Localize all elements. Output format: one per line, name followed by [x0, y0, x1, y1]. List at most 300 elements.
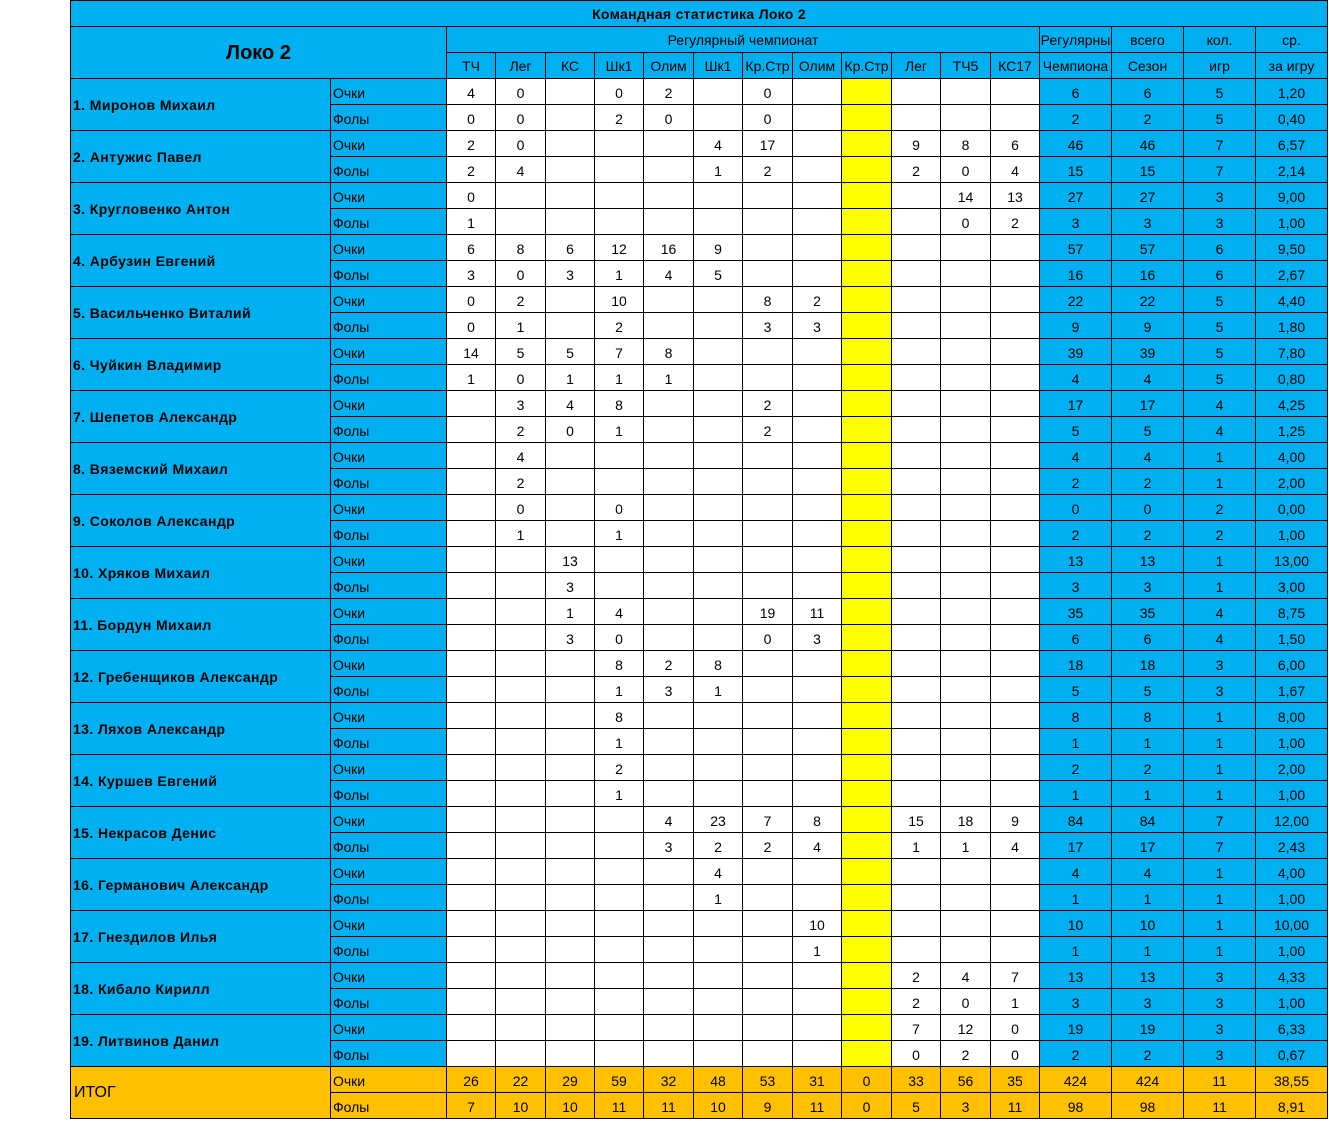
game-cell: 13: [546, 547, 595, 573]
summary-cell: 2: [1040, 105, 1112, 131]
summary-cell: 1: [1184, 573, 1256, 599]
total-game-cell: 22: [496, 1067, 546, 1093]
game-cell: 4: [644, 261, 694, 287]
summary-cell: 5: [1040, 417, 1112, 443]
game-cell: [892, 599, 941, 625]
player-name: 15. Некрасов Денис: [71, 807, 331, 859]
game-cell: [842, 495, 892, 521]
game-cell: [694, 703, 743, 729]
total-game-cell: 35: [991, 1067, 1040, 1093]
game-cell: 3: [793, 313, 842, 339]
total-game-cell: 32: [644, 1067, 694, 1093]
points-label: Очки: [331, 547, 447, 573]
points-label: Очки: [331, 339, 447, 365]
game-cell: [595, 183, 644, 209]
summary-cell: 9,50: [1256, 235, 1328, 261]
points-label: Очки: [331, 599, 447, 625]
game-cell: 8: [941, 131, 991, 157]
game-cell: [842, 469, 892, 495]
game-cell: [793, 755, 842, 781]
game-cell: [991, 729, 1040, 755]
summary-cell: 6: [1040, 79, 1112, 105]
game-cell: 9: [694, 235, 743, 261]
fouls-label: Фолы: [331, 573, 447, 599]
game-cell: [991, 287, 1040, 313]
summary-cell: 4: [1184, 599, 1256, 625]
game-cell: 0: [447, 313, 496, 339]
game-cell: [496, 1041, 546, 1067]
total-game-cell: 29: [546, 1067, 595, 1093]
game-cell: 0: [941, 989, 991, 1015]
summary-cell: 1: [1184, 729, 1256, 755]
game-cell: 8: [644, 339, 694, 365]
summary-cell: 5: [1184, 365, 1256, 391]
game-cell: [743, 469, 793, 495]
summary-cell: 1,00: [1256, 521, 1328, 547]
game-cell: [595, 443, 644, 469]
fouls-label: Фолы: [331, 625, 447, 651]
summary-cell: 1: [1184, 937, 1256, 963]
game-cell: 8: [743, 287, 793, 313]
game-cell: 2: [447, 131, 496, 157]
game-cell: [842, 703, 892, 729]
game-cell: [644, 1041, 694, 1067]
game-cell: [546, 79, 595, 105]
game-column-header: Олим: [644, 53, 694, 79]
fouls-label: Фолы: [331, 1041, 447, 1067]
game-cell: [496, 963, 546, 989]
game-cell: 2: [743, 391, 793, 417]
player-name: 7. Шепетов Александр: [71, 391, 331, 443]
game-cell: 4: [595, 599, 644, 625]
game-cell: [991, 651, 1040, 677]
summary-cell: 1: [1112, 937, 1184, 963]
game-cell: [941, 677, 991, 703]
game-cell: [496, 937, 546, 963]
game-cell: [447, 885, 496, 911]
game-cell: 1: [546, 365, 595, 391]
game-cell: [595, 1015, 644, 1041]
game-cell: [447, 729, 496, 755]
game-cell: 12: [941, 1015, 991, 1041]
game-cell: [644, 911, 694, 937]
game-cell: [892, 339, 941, 365]
summary-cell: 27: [1112, 183, 1184, 209]
game-cell: 2: [595, 105, 644, 131]
summary-cell: 0,40: [1256, 105, 1328, 131]
game-cell: [694, 339, 743, 365]
game-cell: [694, 313, 743, 339]
game-cell: [694, 209, 743, 235]
game-cell: 12: [595, 235, 644, 261]
summary-cell: 7: [1184, 157, 1256, 183]
points-label: Очки: [331, 391, 447, 417]
game-cell: [496, 885, 546, 911]
game-cell: [743, 183, 793, 209]
game-cell: [991, 625, 1040, 651]
game-column-header: Кр.Стр: [842, 53, 892, 79]
game-cell: [941, 469, 991, 495]
game-cell: [447, 781, 496, 807]
game-cell: [991, 469, 1040, 495]
game-cell: [743, 235, 793, 261]
game-cell: [743, 573, 793, 599]
player-name: 14. Куршев Евгений: [71, 755, 331, 807]
game-cell: 2: [892, 157, 941, 183]
summary-cell: 5: [1184, 313, 1256, 339]
game-cell: [793, 989, 842, 1015]
summary-cell: 6: [1184, 235, 1256, 261]
summary-cell: 4,33: [1256, 963, 1328, 989]
game-cell: [842, 547, 892, 573]
summary-cell: 2: [1184, 495, 1256, 521]
summary-cell: 8,00: [1256, 703, 1328, 729]
game-cell: 2: [595, 755, 644, 781]
game-cell: [496, 1015, 546, 1041]
summary-cell: 2: [1040, 521, 1112, 547]
game-cell: 1: [991, 989, 1040, 1015]
game-cell: [644, 521, 694, 547]
game-cell: 7: [892, 1015, 941, 1041]
game-cell: [546, 1041, 595, 1067]
summary-cell: 4,00: [1256, 859, 1328, 885]
summary-cell: 18: [1040, 651, 1112, 677]
game-cell: [644, 859, 694, 885]
game-cell: [694, 417, 743, 443]
game-cell: [842, 651, 892, 677]
summary-cell: 13: [1040, 547, 1112, 573]
game-cell: [842, 937, 892, 963]
summary-cell: 1,67: [1256, 677, 1328, 703]
game-cell: [447, 521, 496, 547]
game-cell: [447, 495, 496, 521]
total-game-cell: 11: [595, 1093, 644, 1119]
game-cell: 5: [694, 261, 743, 287]
summary-cell: 0: [1040, 495, 1112, 521]
summary-cell: 4: [1040, 365, 1112, 391]
game-cell: [892, 755, 941, 781]
total-game-cell: 0: [842, 1067, 892, 1093]
points-label: Очки: [331, 807, 447, 833]
game-cell: [546, 105, 595, 131]
game-cell: [694, 287, 743, 313]
total-summary-cell: 98: [1112, 1093, 1184, 1119]
game-cell: [941, 417, 991, 443]
summary-cell: 1,20: [1256, 79, 1328, 105]
summary-cell: 13: [1040, 963, 1112, 989]
game-cell: 1: [595, 261, 644, 287]
game-cell: [892, 209, 941, 235]
game-cell: [546, 807, 595, 833]
game-cell: [991, 547, 1040, 573]
game-cell: [743, 495, 793, 521]
game-cell: [496, 703, 546, 729]
summary-cell: 3: [1040, 573, 1112, 599]
game-cell: [496, 651, 546, 677]
game-cell: 2: [694, 833, 743, 859]
total-game-cell: 11: [991, 1093, 1040, 1119]
total-game-cell: 33: [892, 1067, 941, 1093]
summary-cell: 3: [1184, 989, 1256, 1015]
game-cell: [991, 79, 1040, 105]
game-cell: [941, 235, 991, 261]
summary-cell: 22: [1040, 287, 1112, 313]
game-cell: 2: [892, 963, 941, 989]
summary-cell: 3: [1112, 989, 1184, 1015]
summary-cell: 3,00: [1256, 573, 1328, 599]
fouls-label: Фолы: [331, 209, 447, 235]
game-column-header: КС17: [991, 53, 1040, 79]
game-cell: [991, 443, 1040, 469]
game-cell: [694, 1015, 743, 1041]
game-cell: [991, 365, 1040, 391]
game-cell: [892, 443, 941, 469]
game-cell: [644, 495, 694, 521]
game-cell: [694, 937, 743, 963]
game-cell: [793, 235, 842, 261]
game-cell: 0: [546, 417, 595, 443]
summary-cell: 57: [1040, 235, 1112, 261]
summary-cell: 1,00: [1256, 885, 1328, 911]
player-name: 1. Миронов Михаил: [71, 79, 331, 131]
total-game-cell: 56: [941, 1067, 991, 1093]
summary-cell: 10: [1112, 911, 1184, 937]
game-cell: 8: [694, 651, 743, 677]
summary-cell: 2,00: [1256, 469, 1328, 495]
summary-cell: 9,00: [1256, 183, 1328, 209]
game-cell: 1: [644, 365, 694, 391]
fouls-label: Фолы: [331, 157, 447, 183]
game-cell: [496, 807, 546, 833]
game-cell: [546, 495, 595, 521]
summary-cell: 1: [1040, 781, 1112, 807]
summary-cell: 84: [1112, 807, 1184, 833]
game-cell: [447, 755, 496, 781]
summary-cell: 18: [1112, 651, 1184, 677]
summary-cell: 19: [1040, 1015, 1112, 1041]
game-cell: [496, 859, 546, 885]
summary-cell: 1: [1184, 755, 1256, 781]
game-cell: [644, 781, 694, 807]
summary-cell: 4: [1112, 443, 1184, 469]
game-cell: 2: [496, 287, 546, 313]
game-cell: 5: [496, 339, 546, 365]
game-cell: 0: [496, 365, 546, 391]
game-cell: [496, 573, 546, 599]
summary-header-top: Регулярны: [1040, 27, 1112, 53]
summary-cell: 1: [1184, 859, 1256, 885]
summary-cell: 5: [1184, 79, 1256, 105]
game-cell: 2: [496, 417, 546, 443]
regular-championship-header: Регулярный чемпионат: [447, 27, 1040, 53]
game-cell: 4: [644, 807, 694, 833]
game-cell: [793, 261, 842, 287]
game-cell: 3: [793, 625, 842, 651]
total-game-cell: 3: [941, 1093, 991, 1119]
summary-cell: 1,00: [1256, 729, 1328, 755]
game-cell: [941, 729, 991, 755]
total-game-cell: 7: [447, 1093, 496, 1119]
game-cell: [694, 625, 743, 651]
game-cell: [644, 313, 694, 339]
game-cell: 7: [595, 339, 644, 365]
summary-cell: 3: [1184, 651, 1256, 677]
game-cell: [644, 443, 694, 469]
game-cell: [694, 755, 743, 781]
summary-cell: 12,00: [1256, 807, 1328, 833]
game-cell: [447, 547, 496, 573]
summary-cell: 2,67: [1256, 261, 1328, 287]
game-cell: [892, 521, 941, 547]
game-cell: 4: [496, 443, 546, 469]
game-cell: [793, 677, 842, 703]
summary-cell: 13,00: [1256, 547, 1328, 573]
game-cell: 4: [941, 963, 991, 989]
game-cell: [644, 157, 694, 183]
game-cell: [842, 287, 892, 313]
player-name: 6. Чуйкин Владимир: [71, 339, 331, 391]
summary-cell: 84: [1040, 807, 1112, 833]
summary-cell: 10,00: [1256, 911, 1328, 937]
game-cell: 0: [644, 105, 694, 131]
game-cell: [793, 1015, 842, 1041]
total-summary-cell: 11: [1184, 1067, 1256, 1093]
game-cell: [447, 859, 496, 885]
game-cell: [941, 651, 991, 677]
summary-cell: 3: [1184, 209, 1256, 235]
total-game-cell: 26: [447, 1067, 496, 1093]
summary-cell: 46: [1040, 131, 1112, 157]
game-cell: [595, 911, 644, 937]
game-cell: 6: [546, 235, 595, 261]
game-cell: [644, 573, 694, 599]
game-cell: 8: [496, 235, 546, 261]
game-cell: [546, 755, 595, 781]
game-cell: [892, 937, 941, 963]
summary-cell: 2: [1112, 1041, 1184, 1067]
total-points-label: Очки: [331, 1067, 447, 1093]
player-name: 8. Вяземский Михаил: [71, 443, 331, 495]
game-cell: [892, 287, 941, 313]
game-cell: [842, 521, 892, 547]
game-cell: [842, 729, 892, 755]
summary-cell: 17: [1112, 833, 1184, 859]
points-label: Очки: [331, 703, 447, 729]
game-cell: 2: [743, 417, 793, 443]
game-cell: 13: [991, 183, 1040, 209]
game-cell: [447, 625, 496, 651]
game-cell: [694, 911, 743, 937]
game-cell: 10: [595, 287, 644, 313]
player-name: 3. Кругловенко Антон: [71, 183, 331, 235]
total-game-cell: 31: [793, 1067, 842, 1093]
total-summary-cell: 11: [1184, 1093, 1256, 1119]
game-cell: [991, 781, 1040, 807]
game-cell: [546, 885, 595, 911]
game-cell: [595, 469, 644, 495]
game-cell: 4: [496, 157, 546, 183]
player-name: 18. Кибало Кирилл: [71, 963, 331, 1015]
game-cell: [842, 677, 892, 703]
game-cell: [892, 261, 941, 287]
game-column-header: Шк1: [694, 53, 743, 79]
game-cell: [595, 547, 644, 573]
game-cell: [892, 547, 941, 573]
game-cell: [941, 443, 991, 469]
summary-cell: 3: [1184, 677, 1256, 703]
summary-cell: 1: [1184, 547, 1256, 573]
summary-cell: 0,00: [1256, 495, 1328, 521]
game-cell: [941, 261, 991, 287]
game-cell: [743, 443, 793, 469]
total-summary-cell: 8,91: [1256, 1093, 1328, 1119]
game-cell: [793, 963, 842, 989]
summary-cell: 2: [1112, 469, 1184, 495]
game-cell: 3: [644, 833, 694, 859]
game-cell: [546, 781, 595, 807]
game-cell: [991, 677, 1040, 703]
game-cell: [447, 937, 496, 963]
summary-cell: 3: [1184, 183, 1256, 209]
game-cell: [694, 599, 743, 625]
game-cell: [546, 287, 595, 313]
points-label: Очки: [331, 859, 447, 885]
game-cell: [496, 755, 546, 781]
summary-cell: 1,80: [1256, 313, 1328, 339]
game-cell: [793, 547, 842, 573]
game-cell: 6: [991, 131, 1040, 157]
player-name: 19. Литвинов Данил: [71, 1015, 331, 1067]
game-cell: [743, 937, 793, 963]
summary-cell: 9: [1112, 313, 1184, 339]
summary-cell: 4,40: [1256, 287, 1328, 313]
game-cell: [842, 599, 892, 625]
game-cell: 15: [892, 807, 941, 833]
summary-cell: 6: [1184, 261, 1256, 287]
game-cell: [595, 131, 644, 157]
summary-cell: 5: [1184, 339, 1256, 365]
game-cell: 2: [447, 157, 496, 183]
game-cell: 0: [496, 495, 546, 521]
game-cell: [842, 755, 892, 781]
total-game-cell: 11: [644, 1093, 694, 1119]
summary-cell: 6: [1112, 79, 1184, 105]
summary-header-top: ср.: [1256, 27, 1328, 53]
game-cell: [743, 911, 793, 937]
game-cell: [793, 651, 842, 677]
summary-cell: 4,00: [1256, 443, 1328, 469]
summary-cell: 8: [1040, 703, 1112, 729]
game-cell: [546, 651, 595, 677]
game-cell: [892, 703, 941, 729]
points-label: Очки: [331, 963, 447, 989]
summary-cell: 4: [1040, 859, 1112, 885]
game-column-header: КС: [546, 53, 595, 79]
total-fouls-label: Фолы: [331, 1093, 447, 1119]
summary-cell: 4: [1184, 417, 1256, 443]
game-cell: 1: [447, 365, 496, 391]
summary-cell: 10: [1040, 911, 1112, 937]
summary-cell: 19: [1112, 1015, 1184, 1041]
total-game-cell: 10: [546, 1093, 595, 1119]
summary-cell: 22: [1112, 287, 1184, 313]
game-cell: 1: [595, 677, 644, 703]
game-cell: 4: [991, 157, 1040, 183]
game-cell: 0: [447, 105, 496, 131]
game-cell: [892, 79, 941, 105]
game-cell: [644, 625, 694, 651]
game-cell: [793, 521, 842, 547]
